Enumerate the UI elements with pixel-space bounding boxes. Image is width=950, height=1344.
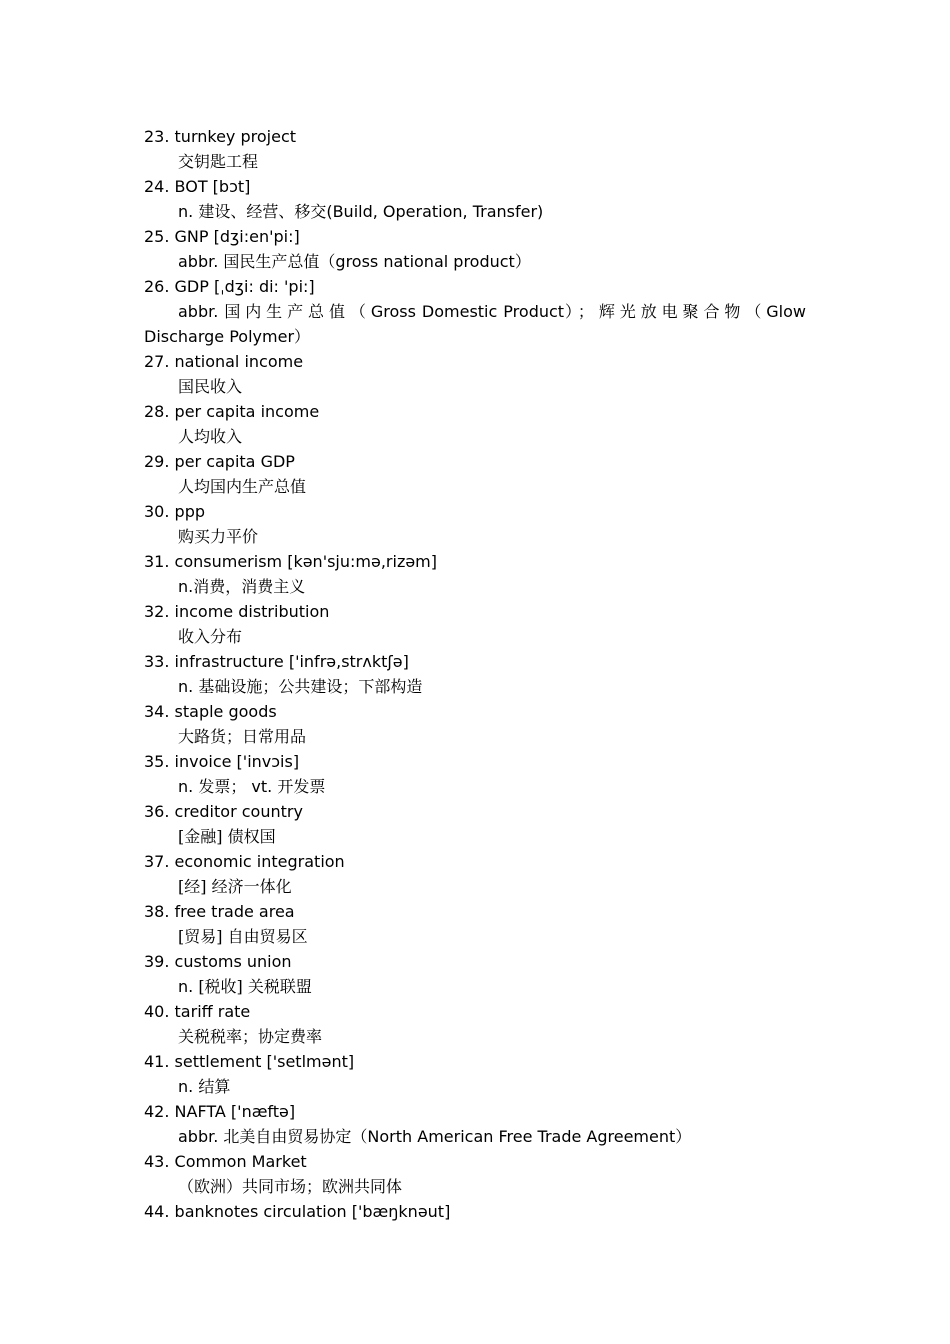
definition-latin-text: vt.: [246, 777, 278, 796]
definition-chinese-text: （欧洲）共同市场；欧洲共同体: [178, 1177, 403, 1196]
definition-latin-text: Gross Domestic Product: [370, 302, 565, 321]
definition-latin-text: gross national product: [335, 252, 515, 271]
entry-term: 23. turnkey project: [144, 127, 297, 146]
glossary-entry: [144, 124, 806, 174]
glossary-entry: [144, 749, 806, 799]
entry-definition: [144, 974, 806, 999]
entry-term: 26. GDP [ˌdʒi: di: 'pi:]: [144, 277, 315, 296]
entry-term: 31. consumerism [kən'sju:mə,rizəm]: [144, 552, 438, 571]
definition-chinese-text: 结算: [198, 1077, 231, 1096]
entry-definition: [144, 624, 806, 649]
entry-term: 36. creditor country: [144, 802, 303, 821]
glossary-entry: [144, 1099, 806, 1149]
entry-definition: [144, 874, 806, 899]
definition-latin-text: abbr.: [178, 302, 225, 321]
entry-definition: [144, 674, 806, 699]
definition-chinese-text: 国民生产总值（: [223, 252, 336, 271]
definition-latin-text: Glow Discharge Polymer: [144, 302, 806, 346]
definition-chinese-text: 开发票: [277, 777, 326, 796]
entry-definition: [144, 474, 806, 499]
entry-definition: [144, 374, 806, 399]
entry-term: 30. ppp: [144, 502, 205, 521]
entry-definition: [144, 824, 806, 849]
entry-term: 28. per capita income: [144, 402, 320, 421]
entry-term: 24. BOT [bɔt]: [144, 177, 251, 196]
definition-chinese-text: ）: [675, 1127, 692, 1146]
definition-latin-text: abbr.: [178, 1127, 224, 1146]
definition-chinese-text: [经] 经济一体化: [178, 877, 292, 896]
entry-term: 43. Common Market: [144, 1152, 307, 1171]
glossary-entry: [144, 549, 806, 599]
definition-chinese-text: 基础设施；公共建设；下部构造: [198, 677, 423, 696]
definition-chinese-text: 收入分布: [178, 627, 243, 646]
definition-latin-text: n.: [178, 977, 199, 996]
definition-chinese-text: 交钥匙工程: [178, 152, 259, 171]
glossary-entry: [144, 174, 806, 224]
entry-term: 29. per capita GDP: [144, 452, 295, 471]
entry-definition: [144, 299, 806, 349]
entry-definition: [144, 149, 806, 174]
definition-chinese-text: ）: [514, 252, 531, 271]
definition-chinese-text: [金融] 债权国: [178, 827, 276, 846]
entry-definition: [144, 574, 806, 599]
definition-chinese-text: 国内生产总值（: [224, 302, 371, 321]
glossary-entry: [144, 799, 806, 849]
definition-latin-text: n.: [178, 202, 199, 221]
definition-chinese-text: 购买力平价: [178, 527, 259, 546]
entry-term: 33. infrastructure ['infrə,strʌktʃə]: [144, 652, 409, 671]
glossary-entry: [144, 274, 806, 349]
entry-term: 35. invoice ['invɔis]: [144, 752, 300, 771]
definition-chinese-text: 人均国内生产总值: [178, 477, 307, 496]
glossary-entry: [144, 499, 806, 549]
definition-chinese-text: 国民收入: [178, 377, 243, 396]
definition-chinese-text: 北美自由贸易协定（: [223, 1127, 368, 1146]
entry-term: 32. income distribution: [144, 602, 330, 621]
entry-definition: [144, 249, 806, 274]
glossary-entry: [144, 1199, 806, 1224]
glossary-entry: [144, 449, 806, 499]
definition-chinese-text: 建设、经营、移交: [198, 202, 327, 221]
entry-definition: [144, 724, 806, 749]
glossary-entry: [144, 1149, 806, 1199]
definition-latin-text: n.: [178, 677, 199, 696]
glossary-entry: [144, 224, 806, 274]
entry-definition: [144, 1074, 806, 1099]
glossary-entry: [144, 599, 806, 649]
entry-definition: [144, 774, 806, 799]
entry-definition: [144, 424, 806, 449]
entry-term: 25. GNP [dʒi:en'pi:]: [144, 227, 300, 246]
glossary-entry: [144, 349, 806, 399]
definition-latin-text: n.: [178, 577, 194, 596]
definition-chinese-text: 发票；: [198, 777, 247, 796]
entry-definition: [144, 924, 806, 949]
definition-chinese-text: [贸易] 自由贸易区: [178, 927, 308, 946]
definition-chinese-text: [税收] 关税联盟: [198, 977, 312, 996]
entry-term: 44. banknotes circulation ['bæŋknəut]: [144, 1202, 451, 1221]
definition-latin-text: abbr.: [178, 252, 224, 271]
entry-term: 27. national income: [144, 352, 304, 371]
glossary-entry: [144, 649, 806, 699]
entry-definition: [144, 1174, 806, 1199]
definition-latin-text: n.: [178, 1077, 199, 1096]
definition-chinese-text: ）: [294, 327, 315, 346]
definition-chinese-text: 大路货；日常用品: [178, 727, 307, 746]
entry-term: 41. settlement ['setlmənt]: [144, 1052, 355, 1071]
entry-term: 37. economic integration: [144, 852, 345, 871]
entry-definition: [144, 524, 806, 549]
entry-term: 40. tariff rate: [144, 1002, 251, 1021]
definition-latin-text: North American Free Trade Agreement: [367, 1127, 676, 1146]
glossary-entry: [144, 899, 806, 949]
definition-chinese-text: 关税税率；协定费率: [178, 1027, 323, 1046]
entry-definition: [144, 1024, 806, 1049]
definition-chinese-text: ）；辉光放电聚合物（: [564, 302, 767, 321]
definition-chinese-text: 人均收入: [178, 427, 243, 446]
glossary-entry: [144, 399, 806, 449]
entry-definition: [144, 199, 806, 224]
entry-definition: [144, 1124, 806, 1149]
glossary-entry: [144, 999, 806, 1049]
entry-term: 38. free trade area: [144, 902, 295, 921]
entry-term: 34. staple goods: [144, 702, 277, 721]
glossary-entry: [144, 1049, 806, 1099]
entry-term: 39. customs union: [144, 952, 292, 971]
document-page: [144, 124, 806, 1224]
definition-latin-text: n.: [178, 777, 199, 796]
definition-chinese-text: 消费，消费主义: [193, 577, 306, 596]
glossary-entry: [144, 949, 806, 999]
definition-latin-text: (Build, Operation, Transfer): [326, 202, 544, 221]
glossary-entry: [144, 699, 806, 749]
glossary-entry: [144, 849, 806, 899]
entry-term: 42. NAFTA ['næftə]: [144, 1102, 296, 1121]
